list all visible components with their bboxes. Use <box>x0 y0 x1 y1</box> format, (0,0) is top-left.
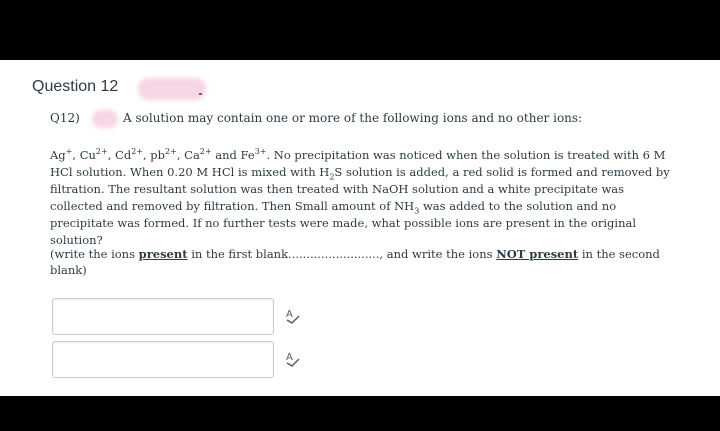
answer-field-present[interactable] <box>52 298 274 335</box>
ion-ca: $Ca^{2+}$ <box>184 147 212 162</box>
spellcheck-icon[interactable] <box>284 350 302 368</box>
ion-pb: $pb^{2+}$ <box>150 147 177 162</box>
question-intro: A solution may contain one or more of the following ions and no other ions: <box>123 111 583 125</box>
answer-input-not-present[interactable] <box>53 342 273 377</box>
redaction-blob <box>92 110 118 128</box>
svg-text:A: A <box>286 309 293 320</box>
spellcheck-icon[interactable] <box>284 307 302 325</box>
answer-input-present[interactable] <box>53 299 273 334</box>
question-panel <box>0 60 720 396</box>
ion-cu: $Cu^{2+}$ <box>79 147 108 162</box>
ion-fe: $Fe^{3+}$ <box>240 147 267 162</box>
answer-field-not-present[interactable] <box>52 341 274 378</box>
redaction-blob <box>138 78 206 100</box>
ion-cd: $Cd^{2+}$ <box>115 147 143 162</box>
question-id: Q12) <box>50 111 80 125</box>
answer-instructions: (write the ions present in the first blank........................., and write the ions NOT present in the second blank) <box>50 247 660 277</box>
redaction-mark <box>199 93 202 95</box>
svg-text:A: A <box>286 352 293 363</box>
ion-ag: Ag+ <box>50 147 73 162</box>
question-title: Question 12 <box>32 78 119 95</box>
question-body: Ag+, $Cu^{2+}$, $Cd^{2+}$, $pb^{2+}$, $Ca^{2+}$ and $Fe^{3+}$. No precipitation was noticed when the solution is treated with 6 M HCl solution. When 0.20 M HCl is mixed with $H_2S$ solution is added, a red solid is formed and removed by filtration. The resultant solution was then treated with NaOH solution and a white precipitate was collected and removed by filtration. Then Small amount of $NH_3$ was added to the solution and no precipitate was formed. If no further tests were made, what possible ions are present in the original solution? <box>50 147 670 247</box>
